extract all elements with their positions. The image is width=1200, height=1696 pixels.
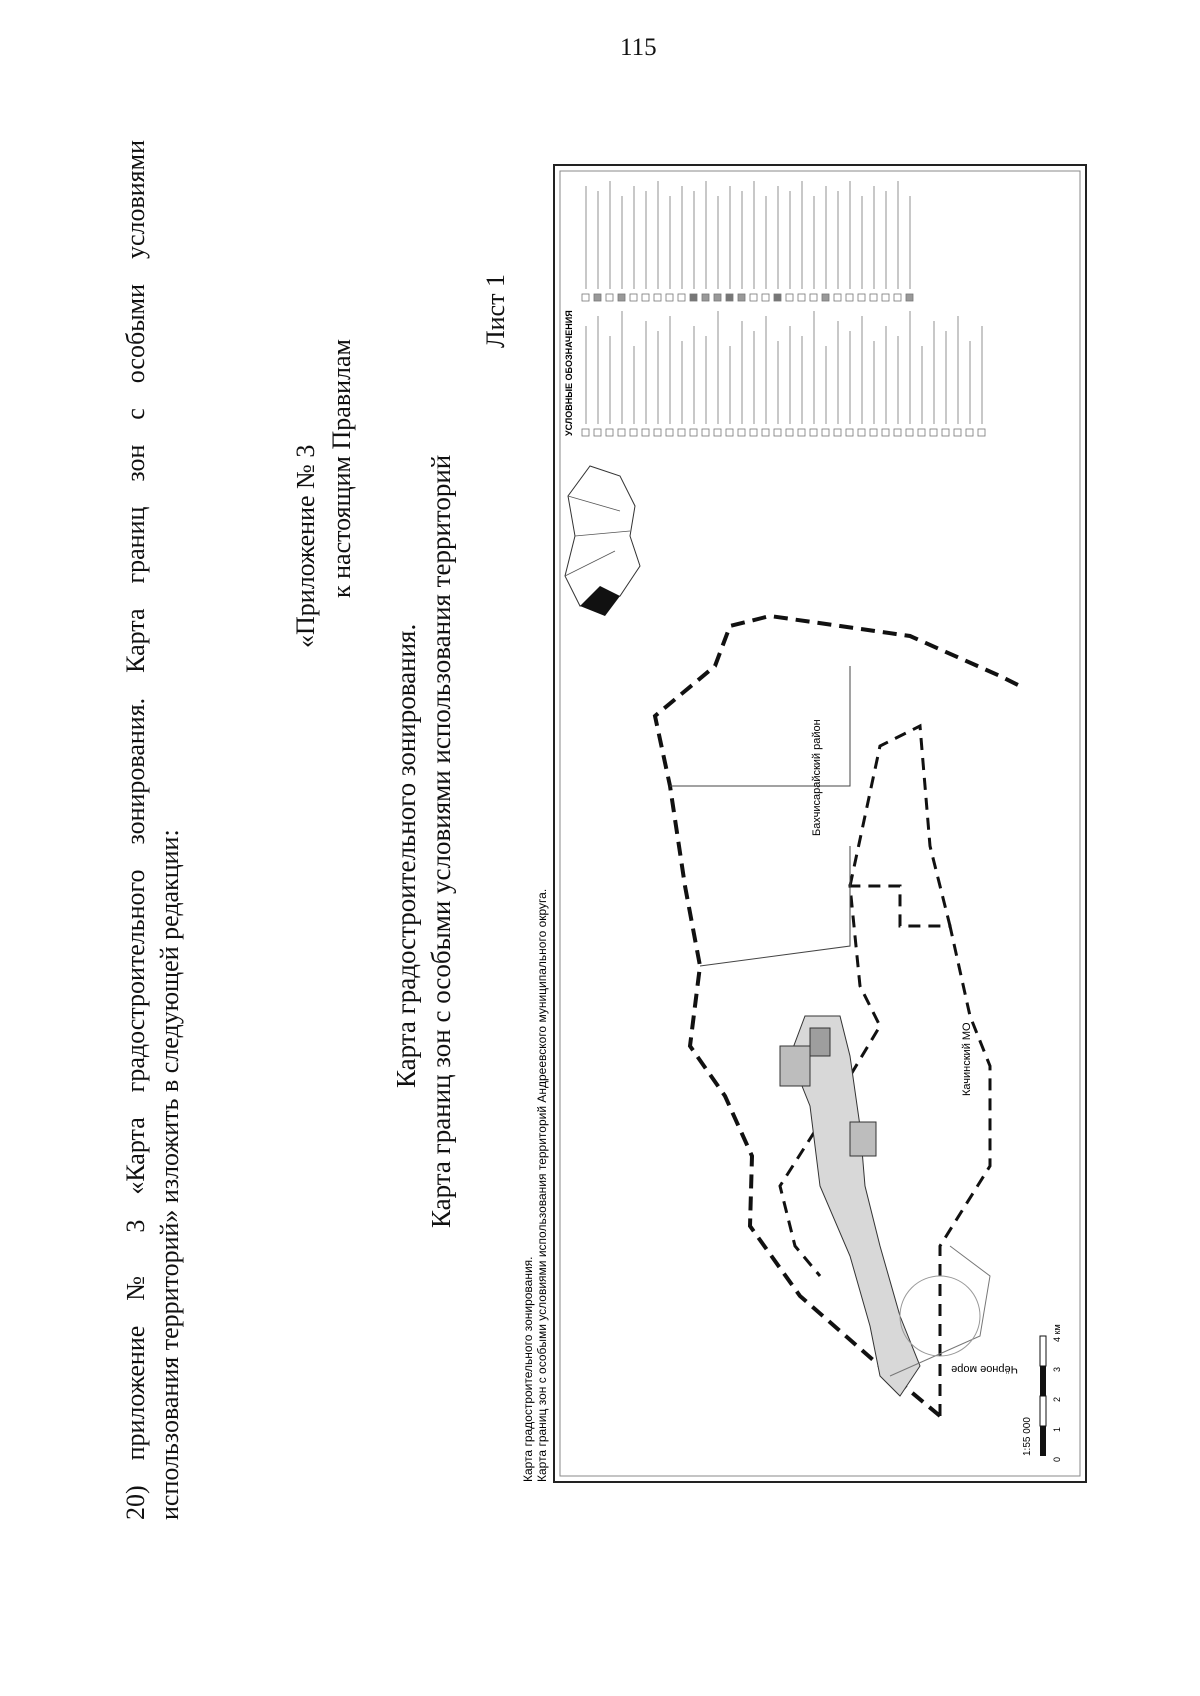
map-header-line-2: Карта границ зон с особыми условиями использования территорий Андреевского муниципального округа. <box>535 888 549 1482</box>
overview-inset-map <box>565 466 640 616</box>
scale-tick-4: 4 км <box>1052 1324 1062 1342</box>
paragraph-line-2: использования территорий» изложить в следующей редакции: <box>155 829 184 1520</box>
label-kachinsky-mo: Качинский МО <box>961 1022 973 1096</box>
label-black-sea: Чёрное море <box>951 1363 1018 1375</box>
sheet-label: Лист 1 <box>481 274 510 348</box>
map-header-line-1: Карта градостроительного зонирования. <box>521 1256 535 1482</box>
appendix-line-2: к настоящим Правилам <box>327 339 356 598</box>
zoning-map-figure <box>520 161 1090 1486</box>
coastline-settlement <box>780 1016 990 1396</box>
label-bakhchisaray-district: Бахчисарайский район <box>811 719 823 836</box>
appendix-line-1: «Приложение № 3 <box>291 444 320 648</box>
scale-ratio: 1:55 000 <box>1022 1417 1033 1456</box>
district-borders <box>670 666 850 966</box>
scale-tick-2: 2 <box>1052 1396 1062 1402</box>
paragraph-line-1: 20) приложение № 3 «Карта градостроительного зонирования. Карта границ зон с особыми условиями <box>121 140 150 1520</box>
zoning-map <box>520 161 1090 1486</box>
scale-tick-1: 1 <box>1052 1426 1062 1432</box>
page-number: 115 <box>620 34 657 61</box>
document-title-line-2: Карта границ зон с особыми условиями использования территорий <box>426 454 456 1228</box>
legend-title: УСЛОВНЫЕ ОБОЗНАЧЕНИЯ <box>564 310 574 436</box>
scale-tick-0: 0 <box>1052 1456 1062 1462</box>
scale-bar <box>1022 1324 1062 1462</box>
legend-entries <box>582 181 985 436</box>
scale-tick-3: 3 <box>1052 1366 1062 1372</box>
document-title-line-1: Карта градостроительного зонирования. <box>391 623 421 1088</box>
rotated-page-content <box>30 48 1170 1648</box>
legend <box>564 181 985 436</box>
